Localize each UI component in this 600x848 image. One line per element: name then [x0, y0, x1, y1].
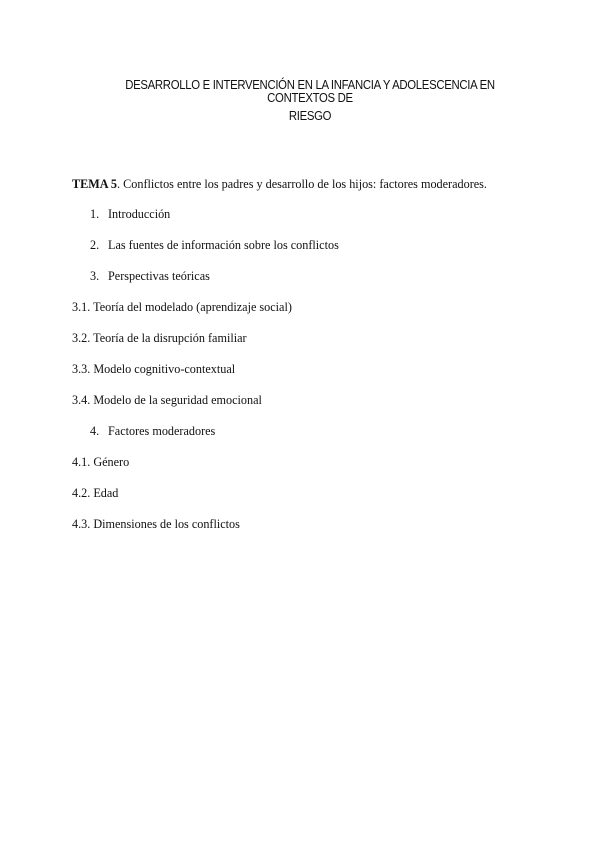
topic-heading [72, 178, 487, 190]
outline-subitem: 3.4. Modelo de la seguridad emocional [72, 393, 262, 407]
topic-label: TEMA 5 [72, 177, 118, 191]
outline-subitem: 4.1. Género [72, 455, 130, 469]
document-title-line-1: DESARROLLO E INTERVENCIÓN EN LA INFANCIA Y ADOLESCENCIA EN CONTEXTOS DE [125, 77, 495, 106]
outline-subitem: 4.2. Edad [72, 486, 119, 500]
outline-item [90, 208, 170, 220]
outline-text: Las fuentes de información sobre los conflictos [108, 238, 339, 252]
outline-number: 1. [90, 207, 100, 221]
outline-text: Factores moderadores [108, 424, 216, 438]
outline-subitem: 4.3. Dimensiones de los conflictos [72, 517, 240, 531]
outline-subitem: 3.2. Teoría de la disrupción familiar [72, 331, 247, 345]
outline-number: 4. [90, 424, 100, 438]
outline-item [90, 425, 215, 437]
document-title-line-2: RIESGO [288, 108, 332, 123]
topic-text: . Conflictos entre los padres y desarrollo de los hijos: factores moderadores. [117, 177, 487, 191]
outline-subitem: 3.3. Modelo cognitivo-contextual [72, 362, 236, 376]
outline-text: Perspectivas teóricas [108, 269, 210, 283]
outline-item [90, 270, 210, 282]
outline-number: 3. [90, 269, 100, 283]
outline-number: 2. [90, 238, 100, 252]
outline-text: Introducción [108, 207, 171, 221]
outline-subitem: 3.1. Teoría del modelado (aprendizaje social) [72, 300, 292, 314]
outline-item [90, 239, 339, 251]
